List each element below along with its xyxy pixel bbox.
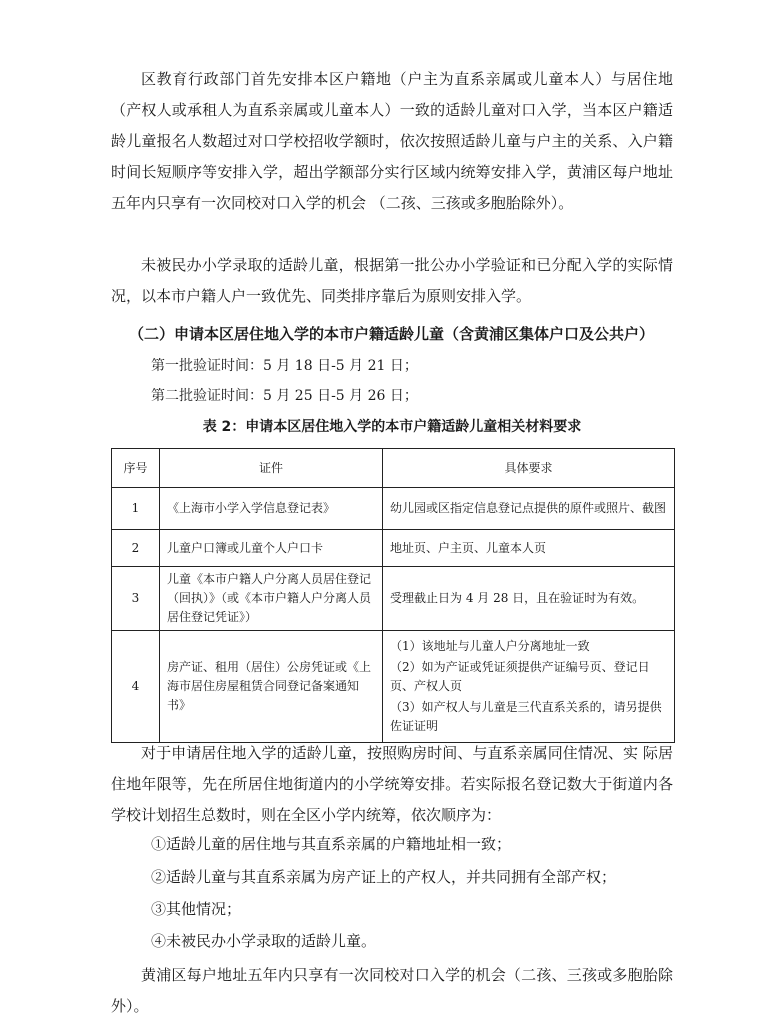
paragraph-unadmitted-children: 未被民办小学录取的适龄儿童，根据第一批公办小学验证和已分配入学的实际情况，以本市户籍人户一致优先、同类排序靠后为原则安排入学。	[111, 256, 673, 305]
table-row	[112, 567, 675, 631]
table-header-row	[112, 449, 675, 488]
table-row	[112, 488, 675, 530]
row-document: 《上海市小学入学信息登记表》	[160, 488, 383, 530]
row-requirement: 地址页、户主页、儿童本人页	[383, 530, 675, 567]
verify-time-first: 第一批验证时间：5 月 18 日-5 月 21 日；	[151, 358, 418, 374]
row-requirement: 幼儿园或区指定信息登记点提供的原件或照片、截图	[383, 488, 675, 530]
table-caption: 表 2：申请本区居住地入学的本市户籍适龄儿童相关材料要求	[202, 419, 582, 435]
requirement-item: （3）如产权人与儿童是三代直系关系的，请另提供佐证证明	[390, 700, 662, 733]
header-document: 证件	[160, 449, 383, 488]
row-requirement: 受理截止日为 4 月 28 日，且在验证时为有效。	[383, 567, 675, 631]
header-requirement: 具体要求	[383, 449, 675, 488]
requirements-table	[111, 448, 675, 743]
order-item: ①适龄儿童的居住地与其直系亲属的户籍地址相一致；	[151, 835, 512, 853]
row-document: 房产证、租用（居住）公房凭证或《上海市居住房屋租赁合同登记备案通知书》	[160, 631, 383, 743]
section-heading: （二）申请本区居住地入学的本市户籍适龄儿童（含黄浦区集体户口及公共户）	[129, 325, 655, 343]
row-number: 1	[112, 488, 160, 530]
order-item: ②适龄儿童与其直系亲属为房产证上的产权人，并共同拥有全部产权；	[151, 868, 617, 886]
header-number: 序号	[112, 449, 160, 488]
table-row	[112, 631, 675, 743]
requirement-item: （2）如为产证或凭证须提供产证编号页、登记日页、产权人页	[390, 660, 650, 693]
row-number: 4	[112, 631, 160, 743]
paragraph-household-registration: 区教育行政部门首先安排本区户籍地（户主为直系亲属或儿童本人）与居住地（产权人或承租人为直系亲属或儿童本人）一致的适龄儿童对口入学，当本区户籍适龄儿童报名人数超过对口学校招收学额时，依次按照适龄儿童与户主的关系、入户籍时间长短顺序等安排入学，超出学额部分实行区域内统筹安排入学，黄浦区每户地址五年内只享有一次同校对口入学的机会 （二孩、三孩或多胞胎除外）。	[111, 70, 673, 212]
order-item: ④未被民办小学录取的适龄儿童。	[151, 932, 377, 950]
requirement-list	[390, 637, 667, 736]
row-number: 2	[112, 530, 160, 567]
row-number: 3	[112, 567, 160, 631]
requirement-item: （1）该地址与儿童人户分离地址一致	[390, 639, 590, 653]
paragraph-residence-admission: 对于申请居住地入学的适龄儿童，按照购房时间、与直系亲属同住情况、实 际居住地年限等，先在所居住地街道内的小学统筹安排。若实际报名登记数大于街道内各学校计划招生总数时，则在全区小学内统筹，依次顺序为：	[111, 744, 673, 824]
paragraph-five-year-rule: 黄浦区每户地址五年内只享有一次同校对口入学的机会（二孩、三孩或多胞胎除外）。	[111, 966, 673, 1015]
row-requirement	[383, 631, 675, 743]
order-item: ③其他情况；	[151, 900, 242, 918]
verify-time-second: 第二批验证时间：5 月 25 日-5 月 26 日；	[151, 388, 418, 404]
row-document: 儿童户口簿或儿童个人户口卡	[160, 530, 383, 567]
table-row	[112, 530, 675, 567]
row-document: 儿童《本市户籍人户分离人员居住登记（回执）》（或《本市户籍人户分离人员居住登记凭证》）	[160, 567, 383, 631]
